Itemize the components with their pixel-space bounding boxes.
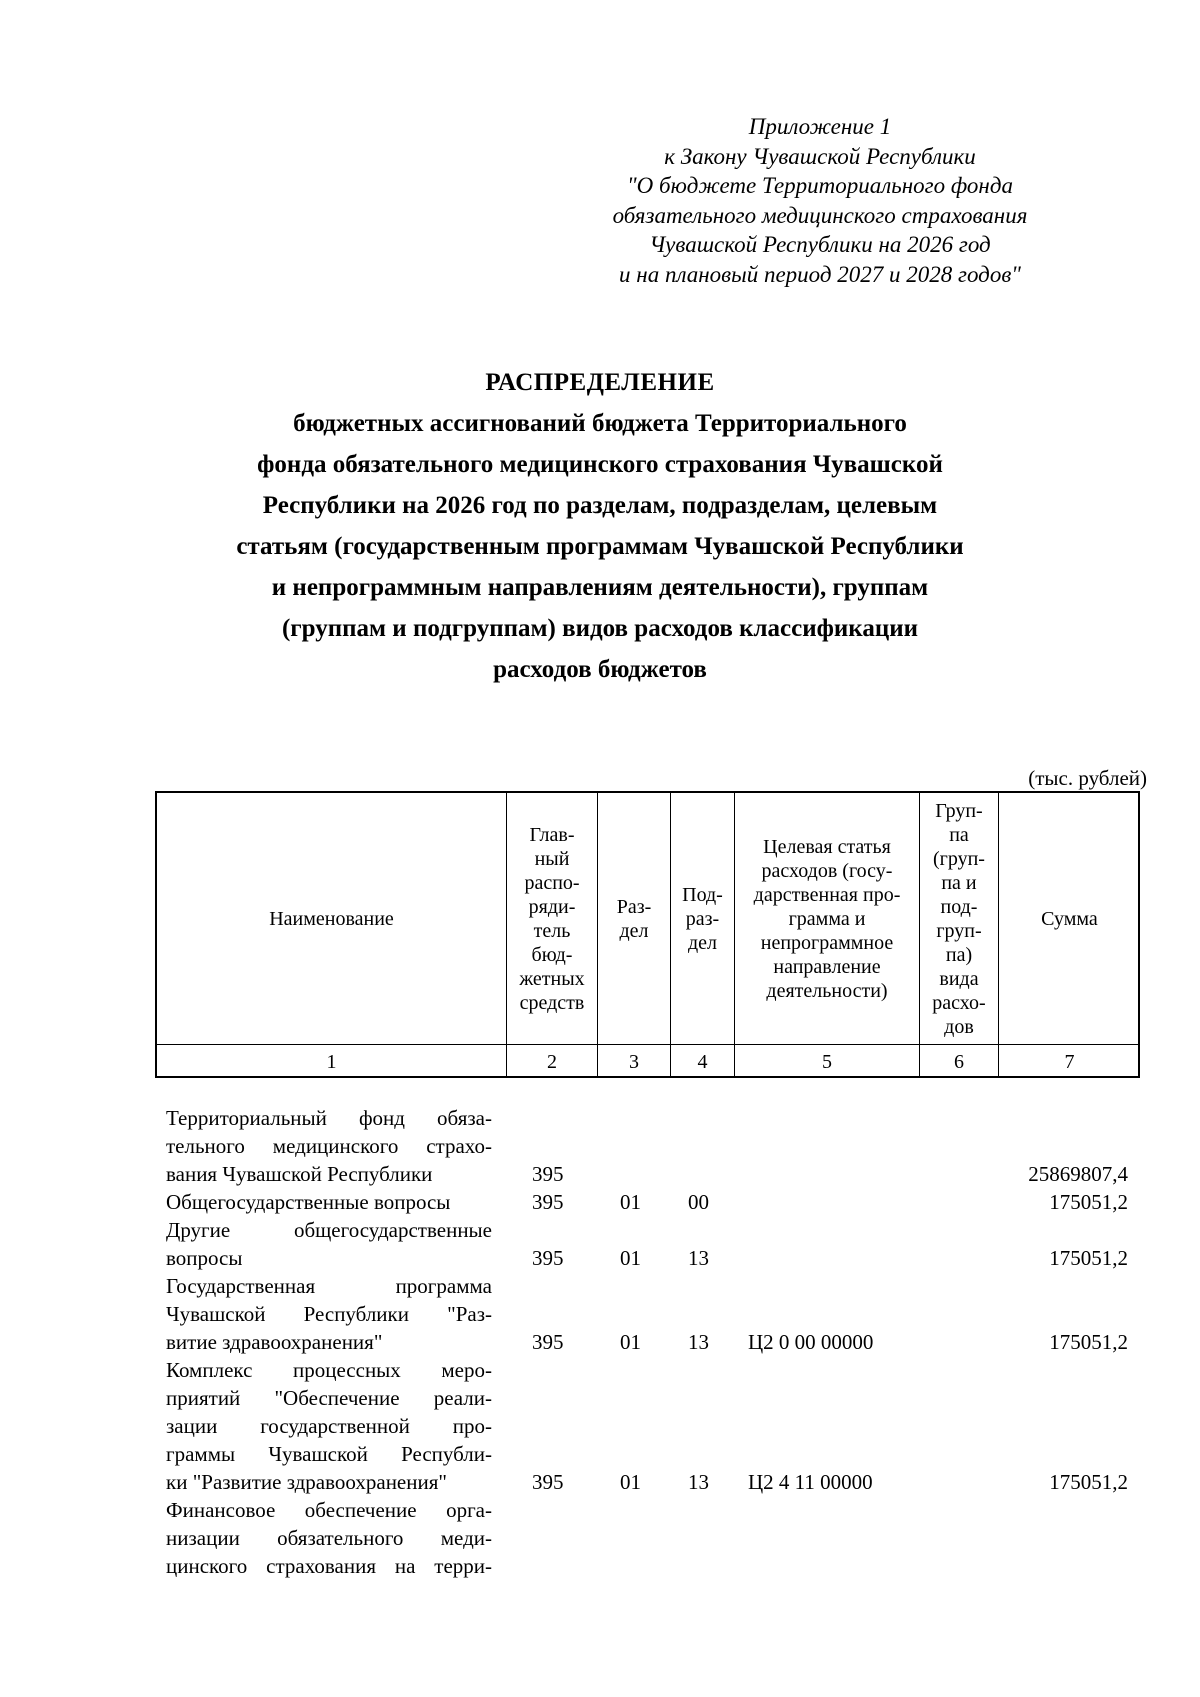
title-line: бюджетных ассигнований бюджета Территориального: [293, 410, 907, 437]
column-number: 1: [326, 1050, 337, 1073]
header-grbs: Глав- ный распо- ряди- тель бюд- жетных средств: [519, 823, 585, 1014]
column-number: 6: [954, 1050, 964, 1073]
header-summa: Сумма: [1041, 907, 1098, 930]
units-note: (тыс. рублей): [1028, 766, 1147, 790]
row-grbs: 395: [532, 1470, 564, 1494]
title-line: статьям (государственным программам Чувашской Республики: [236, 533, 964, 560]
row-name: Другие общегосударственные вопросы: [166, 1218, 492, 1270]
appendix-header: [560, 112, 1080, 289]
row-summa: 175051,2: [1049, 1246, 1128, 1270]
header-podrazdel: Под- раз- дел: [682, 883, 723, 954]
appendix-line: Чувашской Республики на 2026 год: [649, 232, 991, 257]
row-razdel: 01: [620, 1470, 641, 1494]
header-name: Наименование: [269, 907, 394, 930]
row-podrazdel: 00: [688, 1190, 709, 1214]
column-number: 3: [629, 1050, 639, 1073]
title-line: фонда обязательного медицинского страхования Чувашской: [257, 451, 943, 478]
appendix-line: обязательного медицинского страхования: [612, 202, 1028, 228]
column-number: 4: [697, 1050, 708, 1073]
row-celevaya-statya: Ц2 0 00 00000: [748, 1330, 874, 1354]
row-summa: 175051,2: [1049, 1190, 1128, 1214]
header-divider: [157, 1044, 1138, 1045]
row-name: Территориальный фонд обяза- тельного медицинского страхо- вания Чувашской Республики: [166, 1106, 492, 1186]
appendix-line: к Закону Чувашской Республики: [664, 143, 976, 169]
row-summa: 175051,2: [1049, 1330, 1128, 1354]
appendix-line: и на плановый период 2027 и 2028 годов": [619, 261, 1021, 287]
header-celevaya-statya: Целевая статья расходов (госу- дарственная про- грамма и непрограммное направление деятельности): [753, 835, 901, 1002]
row-grbs: 395: [532, 1162, 564, 1186]
header-razdel: Раз- дел: [616, 895, 652, 942]
header-vid-rashodov: Груп- па (груп- па и под- груп- па) вида расхо- дов: [932, 799, 986, 1038]
title-line: и непрограммным направлениям деятельности), группам: [271, 574, 929, 601]
row-podrazdel: 13: [688, 1246, 709, 1270]
table-header: [155, 791, 1140, 1078]
row-grbs: 395: [532, 1330, 564, 1354]
column-number: 5: [822, 1050, 832, 1073]
title-main: РАСПРЕДЕЛЕНИЕ: [485, 369, 715, 396]
title-line: Республики на 2026 год по разделам, подразделам, целевым: [262, 492, 938, 519]
row-razdel: 01: [620, 1246, 641, 1270]
row-celevaya-statya: Ц2 4 11 00000: [748, 1470, 873, 1494]
row-podrazdel: 13: [688, 1470, 709, 1494]
row-podrazdel: 13: [688, 1330, 709, 1354]
title-line: расходов бюджетов: [493, 656, 707, 683]
row-name: Финансовое обеспечение орга- низации обязательного меди- цинского страхования на терри-: [166, 1498, 492, 1578]
document-title: [150, 362, 1050, 690]
appendix-line: Приложение 1: [748, 114, 892, 139]
column-number: 2: [547, 1050, 557, 1073]
row-summa: 175051,2: [1049, 1470, 1128, 1494]
row-name: Общегосударственные вопросы: [166, 1190, 451, 1214]
title-line: (группам и подгруппам) видов расходов классификации: [281, 615, 919, 642]
row-razdel: 01: [620, 1330, 641, 1354]
appendix-line: "О бюджете Территориального фонда: [627, 173, 1013, 198]
row-name: Государственная программа Чувашской Республики "Раз- витие здравоохранения": [166, 1274, 492, 1354]
row-razdel: 01: [620, 1190, 641, 1214]
row-grbs: 395: [532, 1190, 564, 1214]
row-summa: 25869807,4: [1028, 1162, 1128, 1186]
row-name: Комплекс процессных меро- приятий "Обеспечение реали- зации государственной про- граммы Чувашской Республи- ки "Развитие здравоохранения": [166, 1358, 492, 1494]
column-number: 7: [1064, 1050, 1075, 1073]
row-grbs: 395: [532, 1246, 564, 1270]
